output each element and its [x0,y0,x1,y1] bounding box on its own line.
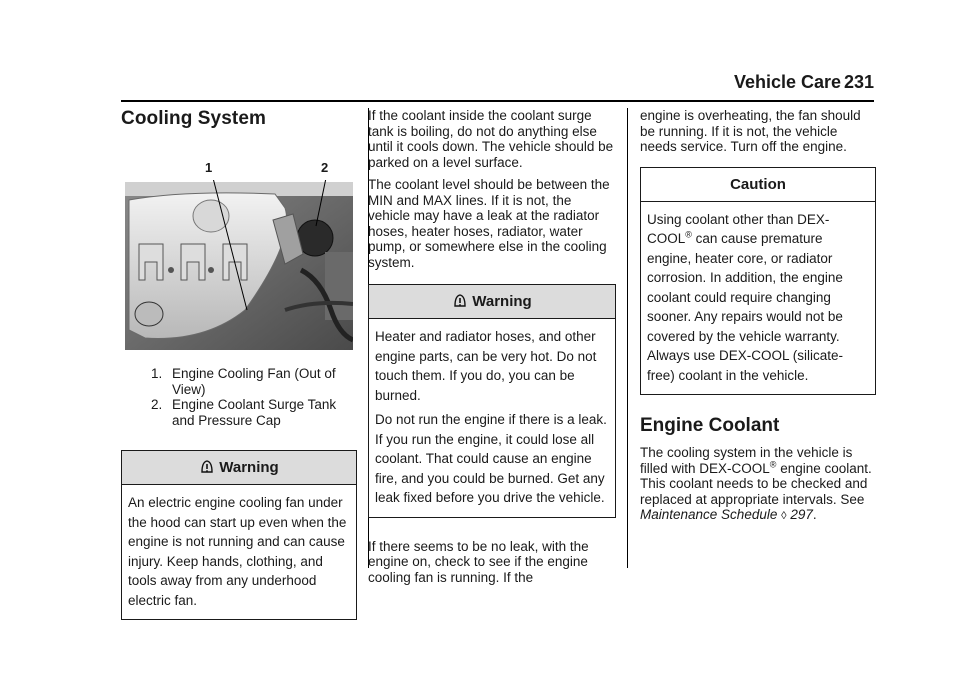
caution-text: Using coolant other than DEX-COOL® can cause premature engine, heater core, or radiator corrosion. In addition, the engine coolant could require changing sooner. Any repairs would not be covered by the vehicle warranty. Always use DEX-COOL (silicate-free) coolant in the vehicle. [647,211,844,383]
overheating-paragraph: engine is overheating, the fan should be running. If it is not, the vehicle needs service. Turn off the engine. [640,108,861,154]
warning-title: Warning [472,293,532,310]
coolant-level-paragraph: The coolant level should be between the MIN and MAX lines. If it is not, the vehicle may have a leak at the radiator hoses, heater hoses, radiator, water pump, or somewhere else in the cooling system. [368,177,610,270]
callout-1-label: 1 [205,160,213,175]
section-title: Vehicle Care [734,72,842,92]
legend-text: Engine Coolant Surge Tank and Pressure Cap [172,397,337,428]
warning-icon [199,459,215,475]
legend-number: 1. [151,366,163,381]
warning-header [369,285,615,319]
fan-check-paragraph: If there seems to be no leak, with the engine on, check to see if the engine cooling fan is running. If the [368,538,589,585]
boiling-coolant-paragraph: If the coolant inside the coolant surge tank is boiling, do not do anything else until it cools down. The vehicle should be parked on a level surface. [368,108,614,170]
warning-icon [452,293,468,309]
column-right [640,108,876,525]
page-header [0,72,960,102]
legend-item [151,397,357,428]
page-reference-icon: ◊ [781,510,787,522]
warning-title: Warning [219,459,279,476]
warning-text-hot-parts: Heater and radiator hoses, and other engine parts, can be very hot. Do not touch them. If you do, you can be burned. [375,329,597,403]
figure-legend [121,366,357,428]
header-rule [121,100,874,102]
legend-number: 2. [151,397,163,412]
column-middle [368,108,616,585]
page-reference[interactable]: 297 [786,507,813,522]
cooling-system-heading: Cooling System [121,108,266,129]
engine-coolant-paragraph: The cooling system in the vehicle is filled with DEX-COOL® engine coolant. This coolant needs to be checked and replaced at appropriate intervals. See Maintenance Schedule ◊ 297. [640,445,872,522]
warning-box-hoses [368,284,616,518]
page-number: 231 [844,72,875,92]
column-divider [627,108,628,568]
warning-text: An electric engine cooling fan under the hood can start up even when the engine is not running and can cause injury. Keep hands, clothing, and tools away from any underhood electric fan. [128,495,347,608]
maintenance-schedule-link[interactable]: Maintenance Schedule [640,507,778,522]
warning-text-leak: Do not run the engine if there is a leak. If you run the engine, it could lose all coolant. That could cause an engine fire, and you could be burned. Get any leak fixed before you drive the vehicle. [375,412,607,505]
engine-coolant-heading: Engine Coolant [640,415,780,436]
warning-header [122,451,356,485]
warning-box-fan [121,450,357,620]
column-left [121,108,357,620]
caution-title: Caution [730,175,786,193]
callout-2-label: 2 [321,160,329,175]
caution-header [641,168,875,202]
engine-compartment-illustration [125,160,353,350]
caution-box [640,167,876,396]
legend-text: Engine Cooling Fan (Out of View) [172,366,336,397]
legend-item [151,366,357,397]
